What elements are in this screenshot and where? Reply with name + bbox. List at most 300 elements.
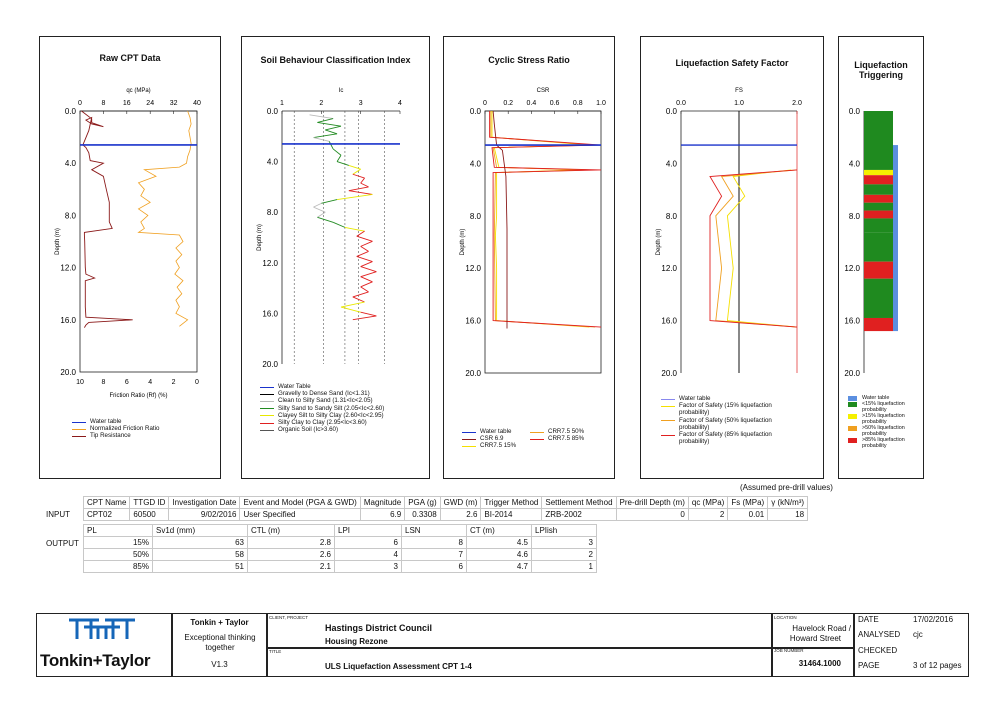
- legend-label: Water table: [480, 428, 512, 435]
- output-header-cell: PL: [84, 525, 153, 537]
- legend-item: [462, 435, 516, 442]
- legend-label: Normalized Friction Ratio: [90, 425, 160, 433]
- legend-label: Clean to Silty Sand (1.31<Ic<2.05): [278, 397, 373, 405]
- series-friction-ratio: [139, 111, 192, 326]
- bottom-tick-label: 6: [124, 379, 129, 386]
- ic-segment: [313, 203, 321, 207]
- legend-item: [661, 431, 796, 445]
- ic-segment: [345, 227, 365, 231]
- depth-tick-label: 4.0: [64, 159, 76, 169]
- depth-tick-label: 0.0: [469, 107, 481, 116]
- ic-segment: [357, 256, 373, 261]
- output-cell: 1: [532, 561, 597, 573]
- ic-segment: [353, 174, 365, 178]
- csr-panel: [443, 36, 615, 479]
- output-cell: 85%: [84, 561, 153, 573]
- legend-item: [848, 413, 922, 425]
- ic-segment: [361, 312, 377, 316]
- depth-tick-label: 4.0: [848, 159, 860, 169]
- input-header-cell: TTGD ID: [130, 497, 169, 509]
- legend-swatch: [260, 415, 274, 416]
- input-header-cell: GWD (m): [440, 497, 481, 509]
- legend-label: Water table: [862, 395, 890, 401]
- legend-swatch: [661, 420, 675, 421]
- input-header-cell: Trigger Method: [481, 497, 542, 509]
- ic-segment: [361, 282, 373, 287]
- csr-title: Cyclic Stress Ratio: [488, 55, 570, 65]
- csr-legend-right: [530, 428, 584, 442]
- legend-item: [530, 435, 584, 442]
- ic-segment: [313, 138, 329, 142]
- legend-swatch: [848, 402, 857, 407]
- depth-tick-label: 20.0: [661, 369, 677, 378]
- legend-label: Silty Clay to Clay (2.95<Ic<3.60): [278, 419, 367, 427]
- legend-swatch: [530, 439, 544, 440]
- output-cell: 51: [153, 561, 248, 573]
- trig-title: Liquefaction Triggering: [854, 60, 908, 80]
- depth-tick-label: 4.0: [469, 159, 481, 169]
- depth-tick-label: 4.0: [266, 157, 278, 167]
- trigger-band: [864, 175, 893, 184]
- ic-segment: [361, 262, 373, 267]
- top-axis-label: CSR: [536, 88, 550, 94]
- input-value-cell: 2.6: [440, 509, 481, 521]
- output-cell: 4.7: [467, 561, 532, 573]
- legend-swatch: [260, 401, 274, 402]
- input-header-cell: Magnitude: [360, 497, 404, 509]
- ic-segment: [361, 246, 369, 251]
- depth-tick-label: 20.0: [844, 369, 860, 378]
- top-tick-label: 16: [122, 100, 131, 107]
- legend-swatch: [72, 422, 86, 423]
- depth-axis-label: Depth (m): [55, 228, 61, 255]
- ic-segment: [357, 236, 373, 241]
- bottom-tick-label: 2: [171, 379, 176, 386]
- input-value-cell: 0: [616, 509, 688, 521]
- depth-tick-label: 20.0: [465, 369, 481, 378]
- top-tick-label: 1.0: [596, 100, 606, 107]
- legend-swatch: [462, 432, 476, 433]
- depth-tick-label: 16.0: [844, 316, 860, 326]
- ic-segment: [361, 183, 369, 187]
- legend-swatch: [661, 399, 675, 400]
- ic-segment: [317, 212, 325, 217]
- fs-panel: [640, 36, 824, 479]
- trigger-band: [864, 262, 893, 279]
- legend-item: [661, 402, 796, 416]
- legend-item: [661, 395, 796, 402]
- depth-tick-label: 8.0: [665, 211, 677, 221]
- series-crr-85: [490, 111, 601, 327]
- depth-tick-label: 16.0: [60, 315, 76, 325]
- sbt-legend: [260, 383, 384, 433]
- raw-cpt-title: Raw CPT Data: [99, 53, 161, 63]
- sheet-title: ULS Liquefaction Assessment CPT 1-4: [325, 662, 472, 671]
- legend-item: [848, 425, 922, 437]
- output-cell: 2: [532, 549, 597, 561]
- legend-label: >50% liquefaction probability: [862, 425, 905, 437]
- legend-label: >85% liquefaction probability: [862, 437, 905, 449]
- location-line1: Havelock Road /: [792, 624, 851, 633]
- legend-swatch: [260, 387, 274, 388]
- depth-axis-label: Depth (m): [656, 228, 662, 256]
- company-tagline: Exceptional thinking together: [184, 633, 256, 652]
- ic-segment: [325, 130, 337, 134]
- trig-legend: [848, 395, 922, 449]
- input-value-cell: ZRB-2002: [542, 509, 616, 521]
- ic-segment: [353, 316, 377, 320]
- legend-item: [260, 397, 384, 404]
- output-cell: 6: [402, 561, 467, 573]
- trigger-band: [864, 203, 893, 211]
- legend-label: Gravelly to Dense Sand (Ic<1.31): [278, 390, 370, 398]
- legend-item: [260, 412, 384, 419]
- ic-segment: [317, 217, 333, 222]
- input-value-cell: 60500: [130, 509, 169, 521]
- legend-swatch: [462, 446, 476, 447]
- depth-axis-label: Depth (m): [460, 228, 466, 256]
- depth-tick-label: 0.0: [266, 107, 278, 116]
- series-fs-85: [710, 170, 797, 327]
- ic-segment: [353, 297, 365, 302]
- legend-label: Factor of Safety (15% liquefaction probability): [679, 402, 772, 417]
- legend-label: Water table: [679, 395, 711, 402]
- input-value-cell: 6.9: [360, 509, 404, 521]
- input-value-cell: CPT02: [84, 509, 130, 521]
- top-tick-label: 3: [358, 100, 363, 107]
- ic-segment: [353, 169, 361, 174]
- legend-label: Factor of Safety (50% liquefaction probability): [679, 416, 772, 431]
- ic-segment: [341, 302, 365, 307]
- input-value-cell: 0.01: [728, 509, 768, 521]
- depth-tick-label: 0.0: [665, 107, 677, 116]
- legend-label: Tip Resistance: [90, 432, 131, 440]
- output-header-cell: LPIish: [532, 525, 597, 537]
- title-label: TITLE: [269, 649, 282, 654]
- depth-tick-label: 0.0: [848, 107, 860, 116]
- ic-segment: [341, 307, 361, 312]
- ic-segment: [349, 191, 373, 195]
- assumed-note: (Assumed pre-drill values): [740, 483, 833, 492]
- fs-legend: [661, 395, 796, 445]
- legend-swatch: [661, 406, 675, 407]
- legend-label: Water Table: [278, 383, 311, 390]
- depth-axis-label: Depth (m): [257, 224, 263, 251]
- output-row: [84, 549, 597, 561]
- depth-tick-label: 20.0: [262, 360, 278, 369]
- legend-item: [260, 426, 384, 433]
- input-value-cell: User Specified: [240, 509, 360, 521]
- legend-item: [260, 419, 384, 426]
- input-value-cell: 18: [768, 509, 808, 521]
- depth-tick-label: 16.0: [465, 316, 481, 326]
- legend-swatch: [848, 438, 857, 443]
- client-label: CLIENT, PROJECT: [269, 615, 309, 620]
- legend-item: [848, 401, 922, 413]
- legend-item: [260, 405, 384, 412]
- input-table: [83, 496, 808, 521]
- depth-tick-label: 12.0: [661, 264, 677, 274]
- input-header-cell: Settlement Method: [542, 497, 616, 509]
- ic-segment: [325, 126, 341, 130]
- series-fs-15: [727, 170, 797, 327]
- bottom-tick-label: 4: [148, 379, 153, 386]
- ic-segment: [361, 178, 365, 183]
- raw-cpt-legend: [72, 418, 159, 440]
- legend-swatch: [661, 435, 675, 436]
- legend-swatch: [260, 408, 274, 409]
- ic-segment: [317, 119, 333, 123]
- ic-segment: [337, 194, 372, 199]
- legend-swatch: [72, 429, 86, 430]
- bottom-tick-label: 0: [195, 379, 199, 386]
- depth-tick-label: 4.0: [665, 159, 677, 169]
- legend-item: [72, 432, 159, 439]
- logo-text: Tonkin+Taylor: [40, 651, 151, 670]
- legend-item: [72, 425, 159, 432]
- input-header-cell: Event and Model (PGA & GWD): [240, 497, 360, 509]
- legend-label: Organic Soil (Ic>3.60): [278, 426, 339, 434]
- fs-title: Liquefaction Safety Factor: [675, 58, 789, 68]
- input-header-cell: Investigation Date: [169, 497, 240, 509]
- ic-segment: [310, 115, 334, 119]
- ic-segment: [361, 287, 369, 292]
- company-name: Tonkin + Taylor: [190, 618, 249, 627]
- trigger-band: [864, 233, 893, 262]
- legend-label: CSR 6.9: [480, 435, 504, 443]
- tt-logo-icon: [67, 617, 137, 641]
- legend-swatch: [260, 394, 274, 395]
- output-cell: 7: [402, 549, 467, 561]
- page-value: 3 of 12 pages: [913, 661, 962, 670]
- legend-swatch: [848, 426, 857, 431]
- depth-tick-label: 0.0: [64, 107, 76, 116]
- legend-item: [462, 442, 516, 449]
- top-tick-label: 0.6: [549, 100, 560, 107]
- bottom-axis-label: Friction Ratio (Rf) (%): [109, 393, 168, 399]
- legend-label: >15% liquefaction probability: [862, 413, 905, 425]
- input-value-row: [84, 509, 808, 521]
- output-cell: 15%: [84, 537, 153, 549]
- bottom-tick-label: 10: [76, 379, 84, 386]
- analysed-label: ANALYSED: [858, 630, 901, 639]
- output-header-cell: CT (m): [467, 525, 532, 537]
- series-tip-resistance: [82, 111, 133, 328]
- legend-label: Water table: [90, 418, 122, 425]
- trigger-band: [864, 111, 893, 170]
- output-header-cell: Sv1d (mm): [153, 525, 248, 537]
- legend-label: CRR7.5 15%: [480, 442, 517, 450]
- depth-tick-label: 12.0: [262, 258, 278, 268]
- legend-item: [530, 428, 584, 435]
- legend-swatch: [530, 432, 544, 433]
- location-label: LOCATION: [774, 615, 797, 620]
- bottom-tick-label: 8: [101, 379, 106, 386]
- top-tick-label: 1: [280, 100, 284, 107]
- input-value-cell: 2: [688, 509, 727, 521]
- trigger-band: [864, 218, 893, 232]
- top-tick-label: 40: [193, 100, 201, 107]
- output-cell: 58: [153, 549, 248, 561]
- water-table-bar: [893, 145, 898, 331]
- ic-segment: [361, 277, 373, 282]
- top-tick-label: 32: [169, 100, 178, 107]
- ic-segment: [361, 272, 377, 277]
- top-tick-label: 0: [78, 100, 82, 107]
- output-row: [84, 561, 597, 573]
- ic-segment: [337, 162, 349, 166]
- job-number: 31464.1000: [798, 659, 841, 668]
- output-header-row: [84, 525, 597, 537]
- depth-tick-label: 8.0: [469, 211, 481, 221]
- ic-segment: [321, 200, 337, 204]
- input-header-cell: Pre-drill Depth (m): [616, 497, 688, 509]
- version: V1.3: [211, 660, 228, 669]
- date-value: 17/02/2016: [913, 615, 954, 624]
- output-header-cell: CTL (m): [248, 525, 335, 537]
- legend-swatch: [72, 436, 86, 437]
- sbt-panel: [241, 36, 430, 479]
- trigger-band: [864, 195, 893, 203]
- raw-cpt-chart: [40, 37, 220, 478]
- output-table: [83, 524, 597, 573]
- output-header-cell: LSN: [402, 525, 467, 537]
- legend-item: [848, 437, 922, 449]
- output-cell: 2.1: [248, 561, 335, 573]
- series-fs-50: [716, 170, 797, 327]
- input-value-cell: 0.3308: [405, 509, 440, 521]
- depth-tick-label: 8.0: [64, 211, 76, 221]
- legend-swatch: [462, 439, 476, 440]
- trigger-band: [864, 184, 893, 194]
- checked-label: CHECKED: [858, 646, 898, 655]
- depth-tick-label: 16.0: [661, 316, 677, 326]
- legend-item: [72, 418, 159, 425]
- top-tick-label: 0.8: [572, 100, 583, 107]
- input-header-cell: CPT Name: [84, 497, 130, 509]
- raw-cpt-panel: [39, 36, 221, 479]
- legend-swatch: [848, 396, 857, 401]
- top-tick-label: 4: [398, 100, 402, 107]
- top-tick-label: 1.0: [734, 100, 744, 107]
- location-line2: Howard Street: [789, 634, 841, 643]
- analysed-value: cjc: [913, 630, 923, 639]
- legend-label: Clayey Silt to Silty Clay (2.60<Ic<2.95): [278, 411, 384, 419]
- input-header-row: [84, 497, 808, 509]
- top-tick-label: 0: [483, 100, 487, 107]
- top-tick-label: 24: [146, 100, 155, 107]
- chart-frame: [80, 111, 197, 372]
- output-cell: 8: [402, 537, 467, 549]
- input-header-cell: qc (MPa): [688, 497, 727, 509]
- depth-tick-label: 12.0: [844, 264, 860, 274]
- output-cell: 2.6: [248, 549, 335, 561]
- client-name: Hastings District Council: [325, 623, 433, 633]
- ic-segment: [333, 149, 341, 155]
- legend-label: CRR7.5 85%: [548, 435, 585, 443]
- legend-label: <15% liquefaction probability: [862, 401, 905, 413]
- page-label: PAGE: [858, 661, 880, 670]
- trig-panel: [838, 36, 924, 479]
- depth-tick-label: 20.0: [60, 368, 76, 377]
- top-axis-label: FS: [735, 88, 743, 94]
- legend-item: [260, 383, 384, 390]
- top-tick-label: 8: [101, 100, 106, 107]
- legend-swatch: [848, 414, 857, 419]
- top-tick-label: 0.0: [676, 100, 686, 107]
- trigger-band: [864, 279, 893, 318]
- output-cell: 4.6: [467, 549, 532, 561]
- trigger-band: [864, 318, 893, 331]
- output-cell: 50%: [84, 549, 153, 561]
- trigger-band: [864, 211, 893, 219]
- top-tick-label: 0.2: [503, 100, 514, 107]
- ic-segment: [313, 134, 337, 138]
- input-row-label: INPUT: [46, 510, 70, 519]
- depth-tick-label: 12.0: [60, 263, 76, 273]
- top-axis-label: qc (MPa): [126, 88, 151, 94]
- legend-swatch: [260, 423, 274, 424]
- top-tick-label: 2.0: [792, 100, 802, 107]
- output-cell: 2.8: [248, 537, 335, 549]
- ic-segment: [317, 122, 341, 126]
- trigger-band: [864, 170, 893, 175]
- ic-segment: [353, 292, 369, 297]
- project-name: Housing Rezone: [325, 637, 388, 646]
- top-tick-label: 2: [319, 100, 324, 107]
- output-cell: 63: [153, 537, 248, 549]
- legend-item: [260, 390, 384, 397]
- output-header-cell: LPI: [335, 525, 402, 537]
- top-tick-label: 0.4: [526, 100, 537, 107]
- input-header-cell: γ (kN/m³): [768, 497, 808, 509]
- output-row: [84, 537, 597, 549]
- output-cell: 3: [335, 561, 402, 573]
- ic-segment: [357, 231, 365, 236]
- input-value-cell: BI-2014: [481, 509, 542, 521]
- ic-segment: [329, 141, 333, 149]
- legend-label: Factor of Safety (85% liquefaction probability): [679, 431, 772, 446]
- legend-label: Silty Sand to Sandy Silt (2.05<Ic<2.60): [278, 404, 385, 412]
- ic-segment: [333, 222, 345, 227]
- csr-chart: [444, 37, 614, 478]
- csr-legend-left: [462, 428, 516, 450]
- legend-label: CRR7.5 50%: [548, 428, 585, 435]
- top-axis-label: Ic: [338, 88, 344, 94]
- input-header-cell: PGA (g): [405, 497, 440, 509]
- input-value-cell: 9/02/2016: [169, 509, 240, 521]
- depth-tick-label: 8.0: [266, 208, 278, 218]
- output-row-label: OUTPUT: [46, 539, 79, 548]
- depth-tick-label: 16.0: [262, 309, 278, 319]
- date-label: DATE: [858, 615, 879, 624]
- legend-swatch: [260, 430, 274, 431]
- ic-segment: [337, 155, 341, 161]
- legend-item: [462, 428, 516, 435]
- output-cell: 6: [335, 537, 402, 549]
- legend-item: [661, 417, 796, 431]
- ic-segment: [361, 241, 373, 246]
- input-header-cell: Fs (MPa): [728, 497, 768, 509]
- ic-segment: [361, 267, 377, 272]
- output-cell: 4.5: [467, 537, 532, 549]
- depth-tick-label: 8.0: [848, 211, 860, 221]
- job-label: JOB NUMBER: [774, 648, 804, 653]
- output-cell: 4: [335, 549, 402, 561]
- sbt-title: Soil Behaviour Classification Index: [260, 55, 411, 65]
- depth-tick-label: 12.0: [465, 264, 481, 274]
- output-cell: 3: [532, 537, 597, 549]
